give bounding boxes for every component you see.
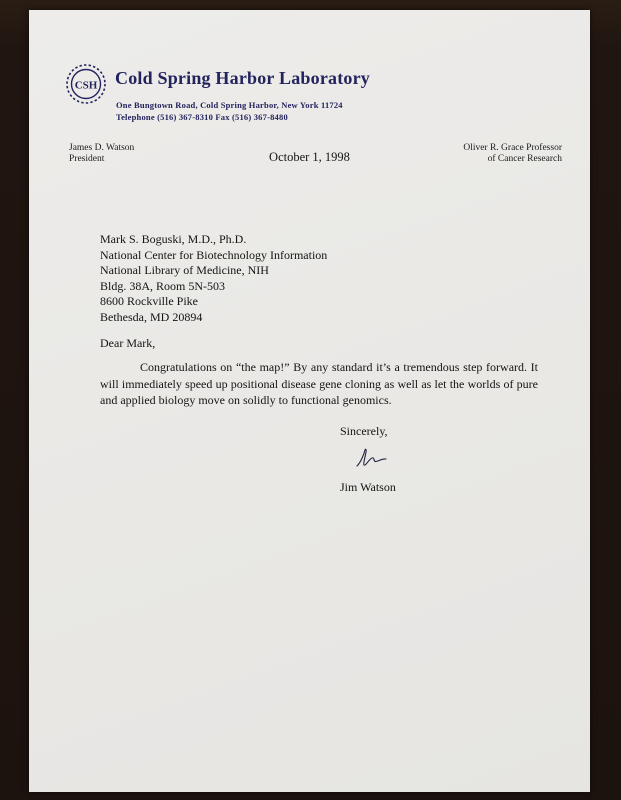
svg-text:CSH: CSH [74,79,98,92]
sender-name: James D. Watson [69,143,135,153]
org-name: Cold Spring Harbor Laboratory [115,68,370,88]
professorship-line2: of Cancer Research [487,154,562,164]
org-phone-fax: Telephone (516) 367-8310 Fax (516) 367-8480 [116,112,288,122]
salutation: Dear Mark, [100,336,156,350]
letter-date: October 1, 1998 [269,150,350,164]
closing: Sincerely, [340,424,388,438]
recipient-line: Bldg. 38A, Room 5N-503 [100,278,226,293]
signed-name: Jim Watson [340,480,396,494]
recipient-line: Mark S. Boguski, M.D., Ph.D. [100,232,247,246]
sender-professorship [463,143,562,165]
sender-title: President [69,154,105,164]
csh-logo-icon [65,63,107,105]
org-address: One Bungtown Road, Cold Spring Harbor, New York 11724 [116,100,343,110]
recipient-line: National Library of Medicine, NIH [100,263,269,277]
letter-page [29,10,590,792]
letter-body-paragraph: Congratulations on “the map!” By any standard it’s a tremendous step forward. It will immediately speed up positional disease gene cloning as well as let the worlds of pure and applied biology move on solidly to functional genomics. [100,360,538,407]
recipient-line: 8600 Rockville Pike [100,294,198,308]
professorship-line1: Oliver R. Grace Professor [463,143,562,153]
signature [351,446,393,472]
recipient-address [100,232,327,325]
recipient-line: National Center for Biotechnology Information [100,247,328,262]
recipient-line: Bethesda, MD 20894 [100,309,203,324]
